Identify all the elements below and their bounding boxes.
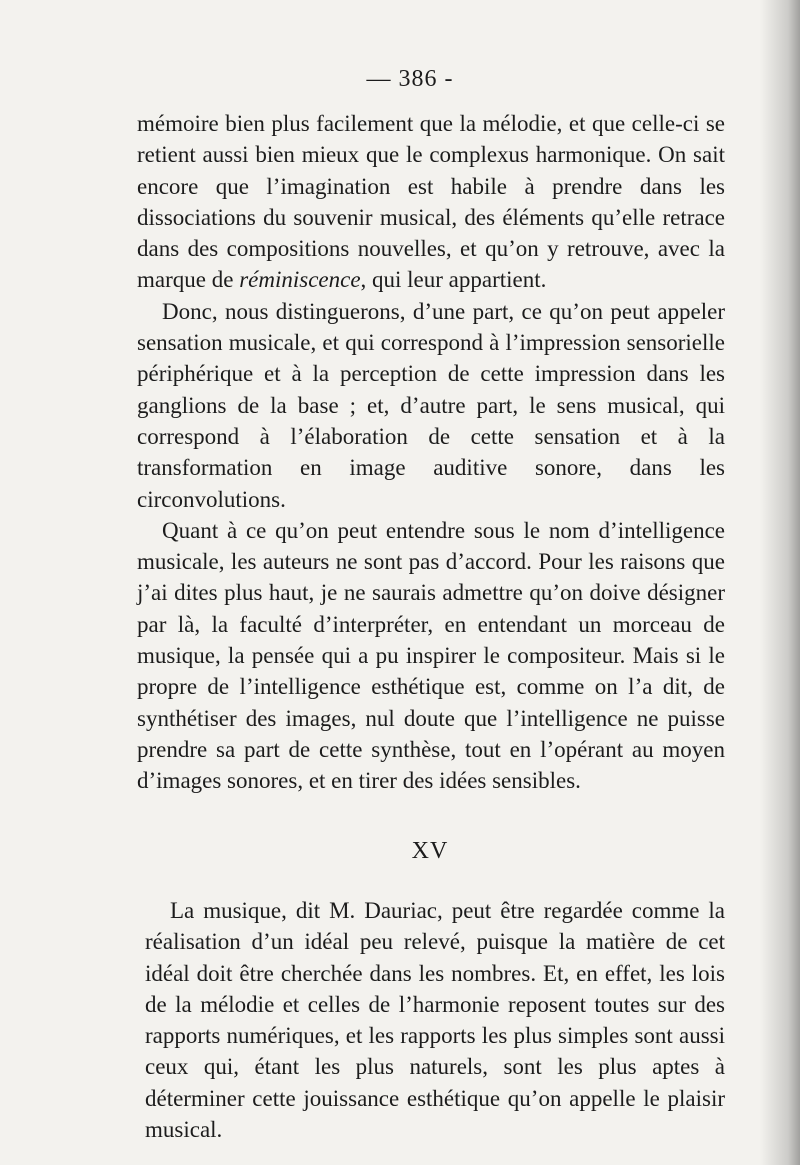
paragraph-text-end: , qui leur appartient. bbox=[360, 267, 547, 293]
body-text bbox=[137, 108, 725, 797]
page-edge-shadow bbox=[760, 0, 800, 1165]
emphasis-reminiscence: réminiscence bbox=[239, 267, 361, 293]
section-body-text bbox=[145, 895, 725, 1145]
paragraph-memoire bbox=[137, 108, 725, 296]
paragraph-donc: Donc, nous distinguerons, d’une part, ce qu’on peut appeler sensation musicale, et qui correspond à l’impression sensorielle périphérique et à la perception de cette impression dans les ganglions de la base ; et, d’autre part, le sens musical, qui correspond à l’élaboration de cette sensation et à la transformation en image auditive sonore, dans les circonvolutions. bbox=[137, 298, 725, 512]
page-number: — 386 - bbox=[366, 66, 454, 92]
paragraph-quant: Quant à ce qu’on peut entendre sous le nom d’intelligence musicale, les auteurs ne sont pas d’accord. Pour les raisons que j’ai dites plus haut, je ne saurais admettre qu’on doive désigner par là, la faculté d’interpréter, en entendant un morceau de musique, la pensée qui a pu inspirer le compositeur. Mais si le propre de l’intelligence esthétique est, comme on l’a dit, de synthétiser des images, nul doute que l’intelligence ne puisse prendre sa part de cette synthèse, tout en l’opérant au moyen d’images sonores, et en tirer des idées sensibles. bbox=[137, 517, 725, 794]
section-heading: XV bbox=[411, 838, 449, 864]
paragraph-text: mémoire bien plus facilement que la mélodie, et que celle-ci se retient aussi bien mieux que le complexus harmonique. On sait encore que l’imagination est habile à prendre dans les dissociations du souvenir musical, des éléments qu’elle retrace dans des compositions nouvelles, et qu’on y retrouve, avec la marque de bbox=[137, 111, 725, 293]
paragraph-musique: La musique, dit M. Dauriac, peut être regardée comme la réalisation d’un idéal peu relevé, puisque la matière de cet idéal doit être cherchée dans les nombres. Et, en effet, les lois de la mélodie et celles de l’harmonie reposent toutes sur des rapports numériques, et les rapports les plus simples sont aussi ceux qui, étant les plus naturels, sont les plus aptes à déterminer cette jouissance esthétique qu’on appelle le plaisir musical. bbox=[145, 898, 725, 1143]
